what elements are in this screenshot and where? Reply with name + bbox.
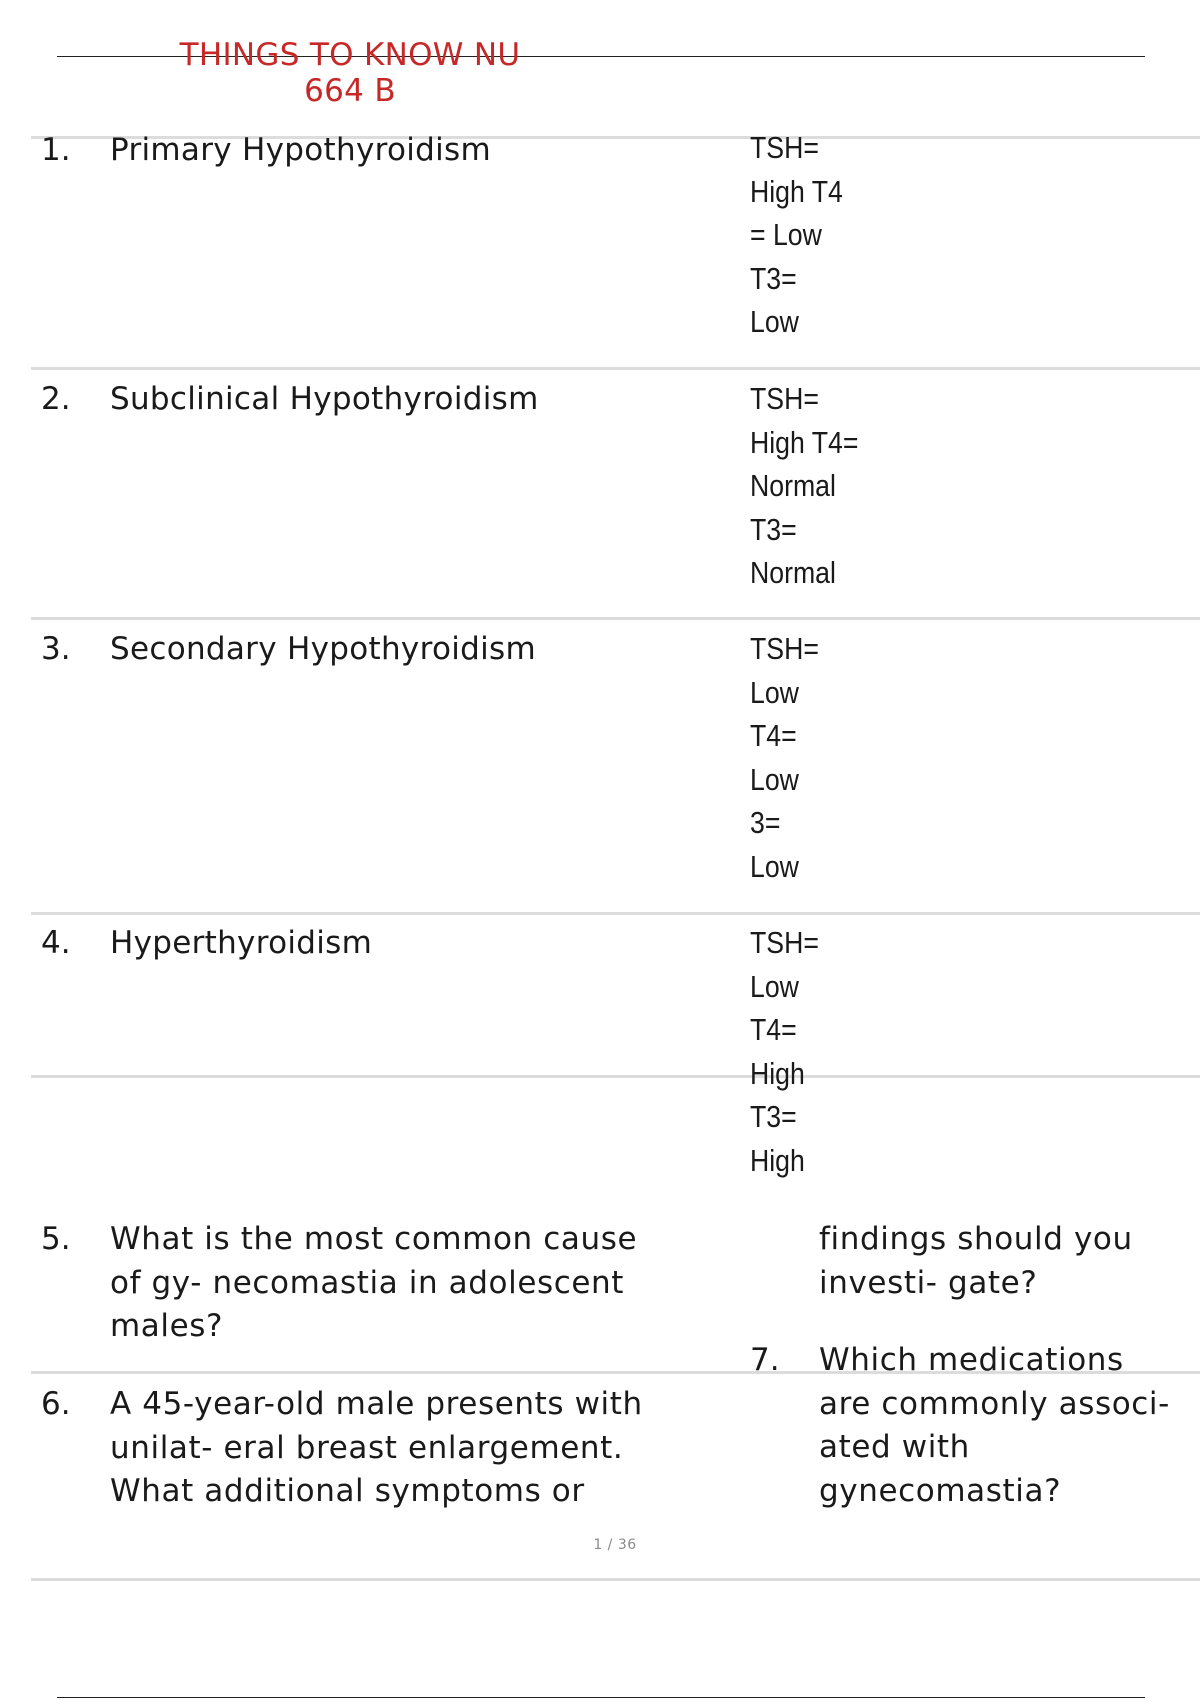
lab-line: 3=: [750, 805, 781, 840]
lab-line: High: [750, 1055, 805, 1091]
question-line: Which medications: [819, 1342, 1124, 1378]
lab-line: = Low: [750, 217, 822, 252]
lab-line: TSH=: [750, 925, 819, 960]
question-number: 6.: [41, 1386, 71, 1422]
lab-line: T3=: [750, 260, 797, 296]
question-line: gynecomastia?: [819, 1472, 1062, 1509]
question-6-continued: [819, 1218, 1133, 1305]
document-title: THINGS TO KNOW NU: [179, 37, 521, 73]
lab-line: TSH=: [750, 381, 819, 416]
lab-values: [750, 126, 843, 344]
row-divider: [31, 912, 1200, 915]
lab-line: T3=: [750, 511, 797, 547]
question-line: of gy- necomastia in adolescent: [110, 1264, 625, 1301]
question-line: are commonly associ-: [819, 1385, 1170, 1422]
row-number: 3.: [41, 631, 71, 667]
lab-line: Low: [750, 761, 799, 797]
lab-line: High T4=: [750, 424, 859, 460]
document-title-line2: 664 B: [304, 73, 396, 109]
row-divider: [31, 617, 1200, 620]
row-divider: [31, 1075, 1200, 1078]
question-line: ated with: [819, 1429, 970, 1465]
lab-line: Normal: [750, 555, 836, 590]
lab-values: [750, 377, 858, 595]
question-line: investi- gate?: [819, 1264, 1038, 1301]
question-line: unilat- eral breast enlargement.: [110, 1429, 624, 1466]
row-topic: Hyperthyroidism: [110, 925, 373, 961]
lab-line: High T4: [750, 173, 843, 209]
question-number: 7.: [750, 1342, 780, 1378]
row-number: 1.: [41, 132, 71, 168]
question-line: What is the most common cause: [110, 1221, 638, 1257]
question-line: males?: [110, 1308, 224, 1344]
lab-line: T3=: [750, 1099, 797, 1134]
row-divider: [31, 367, 1200, 370]
page-indicator: 1 / 36: [593, 1537, 637, 1553]
row-topic: Primary Hypothyroidism: [110, 132, 491, 168]
question-5: [110, 1218, 637, 1349]
question-line: findings should you: [819, 1221, 1133, 1257]
lab-line: Low: [750, 848, 799, 884]
lab-line: TSH=: [750, 130, 819, 165]
row-topic: Secondary Hypothyroidism: [110, 631, 536, 667]
lab-line: T4=: [750, 1012, 797, 1047]
lab-line: Low: [750, 674, 799, 710]
lab-line: TSH=: [750, 631, 819, 666]
question-line: A 45-year-old male presents with: [110, 1386, 643, 1422]
question-number: 5.: [41, 1221, 71, 1257]
row-divider: [31, 1578, 1200, 1581]
lab-line: Low: [750, 304, 799, 339]
footer-rule: [57, 1697, 1145, 1698]
lab-values: [750, 627, 819, 888]
lab-line: T4=: [750, 718, 797, 753]
row-topic: Subclinical Hypothyroidism: [110, 381, 539, 417]
question-7: [819, 1339, 1170, 1513]
row-number: 4.: [41, 925, 71, 961]
question-line: What additional symptoms or: [110, 1473, 585, 1509]
lab-line: Normal: [750, 468, 836, 503]
lab-line: High: [750, 1142, 805, 1178]
question-6: [110, 1383, 643, 1514]
lab-line: Low: [750, 968, 799, 1004]
row-number: 2.: [41, 381, 71, 417]
lab-values: [750, 921, 819, 1182]
